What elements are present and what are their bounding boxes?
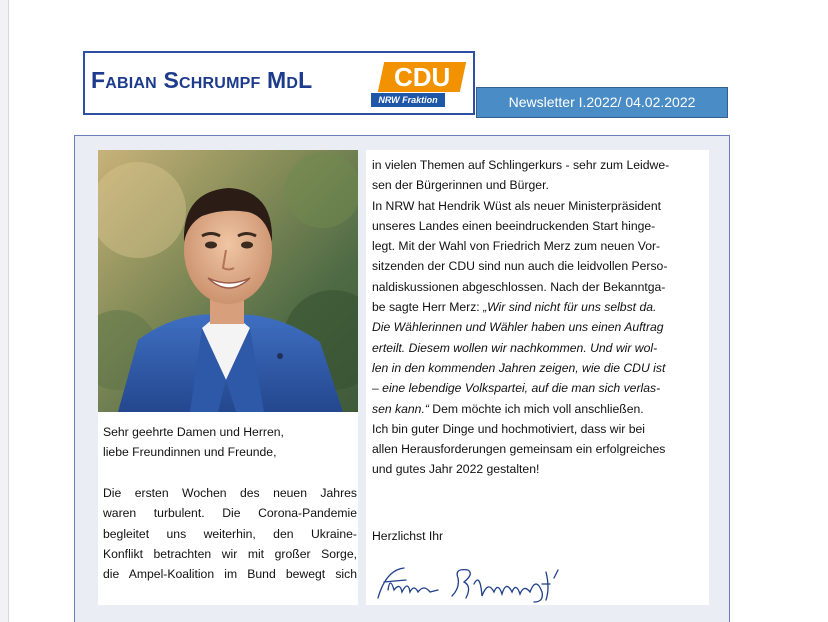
quote-line: len in den kommenden Jahren zeigen, wie die CDU ist	[372, 360, 666, 375]
quote-line: erteilt. Diesem wollen wir nachkommen. Und wir wol-	[372, 340, 658, 355]
body-line: allen Herausforderungen gemeinsam ein erfolgreiches	[372, 442, 666, 457]
body-line	[372, 399, 705, 419]
closing-text: Herzlichst Ihr	[372, 529, 444, 543]
body-line: Die ersten Wochen des neuen Jahres	[103, 486, 357, 500]
quote-line: – eine lebendige Volkspartei, auf die man sich verlas-	[372, 381, 661, 396]
body-line: sitzenden der CDU sind nun auch die leidvollen Perso-	[372, 259, 668, 274]
header-box	[83, 51, 475, 115]
body-line	[372, 297, 705, 317]
body-line: sen der Bürgerinnen und Bürger.	[372, 178, 549, 193]
right-body-text	[372, 155, 705, 480]
left-column	[98, 150, 358, 605]
newsletter-date-badge: Newsletter I.2022/ 04.02.2022	[476, 87, 728, 118]
left-body-text	[103, 483, 357, 584]
body-line: In NRW hat Hendrik Wüst als neuer Ministerpräsident	[372, 198, 662, 213]
body-line: legt. Mit der Wahl von Friedrich Merz zum neuen Vor-	[372, 239, 661, 254]
cdu-logo	[378, 62, 463, 110]
body-line: und gutes Jahr 2022 gestalten!	[372, 462, 540, 477]
quote-line: Die Wählerinnen und Wähler haben uns einen Auftrag	[372, 320, 664, 335]
greeting-line: liebe Freundinnen und Freunde,	[103, 445, 277, 460]
quote-end: sen kann.“	[372, 401, 429, 416]
portrait-photo	[98, 150, 358, 412]
body-line: begleitet uns weiterhin, den Ukraine-	[103, 526, 357, 541]
greeting-line: Sehr geehrte Damen und Herren,	[103, 425, 284, 439]
author-name: Fabian Schrumpf MdL	[91, 67, 313, 93]
cdu-logo-subtitle: NRW Fraktion	[371, 93, 445, 107]
greeting	[103, 422, 355, 463]
body-line: Ich bin guter Dinge und hochmotiviert, dass wir bei	[372, 421, 646, 436]
handwritten-signature	[374, 562, 570, 604]
cdu-logo-word: CDU	[393, 62, 451, 92]
body-line-start: be sagte Herr Merz:	[372, 300, 484, 315]
body-line: naldiskussionen abgeschlossen. Nach der Bekanntga-	[372, 279, 666, 294]
body-line: in vielen Themen auf Schlingerkurs - sehr zum Leidwe-	[372, 158, 670, 172]
body-line: unseres Landes einen beeindruckenden Start hinge-	[372, 218, 656, 233]
right-column	[366, 150, 709, 605]
after-quote: Dem möchte ich mich voll anschließen.	[428, 401, 644, 416]
body-line: die Ampel-Koalition im Bund bewegt sich	[103, 567, 357, 582]
body-line: waren turbulent. Die Corona-Pandemie	[103, 506, 357, 521]
body-line: Konflikt betrachten wir mit großer Sorge,	[103, 546, 357, 561]
quote-start: „Wir sind nicht für uns selbst da.	[483, 300, 657, 315]
